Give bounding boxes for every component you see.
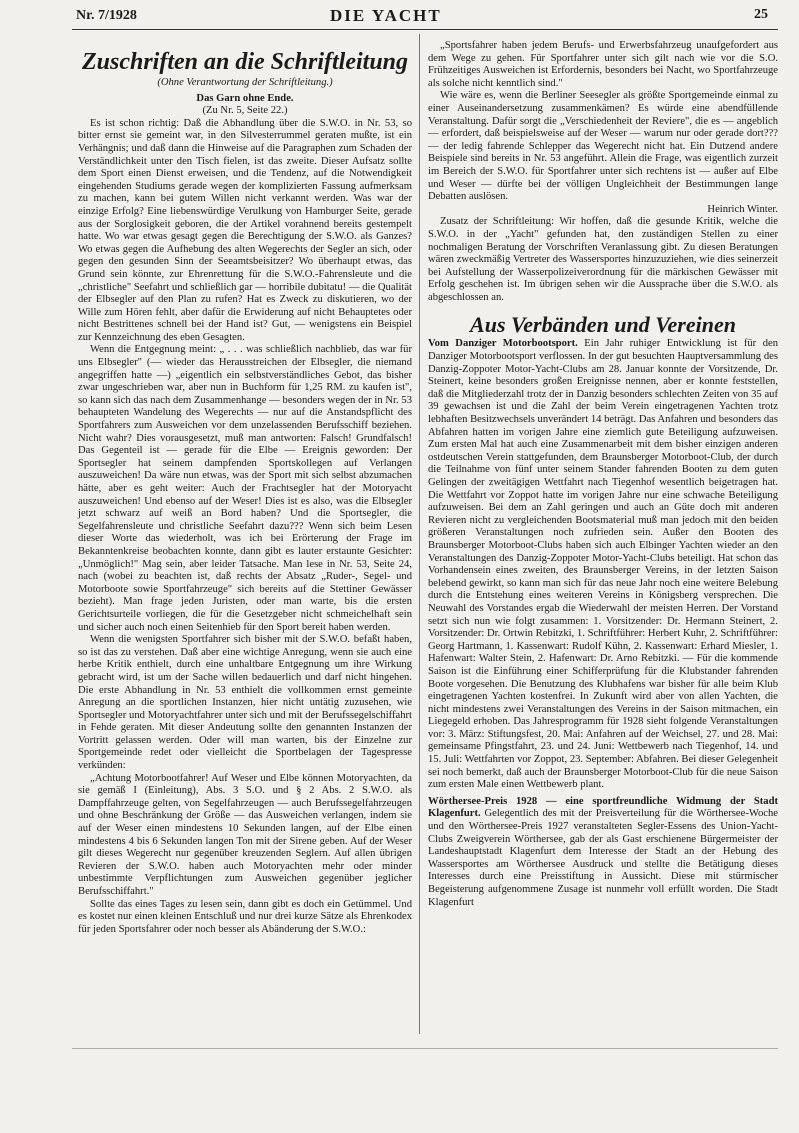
- header-rule: [72, 29, 778, 30]
- article-danzig: [428, 338, 778, 791]
- article-body: Gelegentlich des mit der Preisverteilung für die Wörthersee-Woche und den Wörthersee-Preis 1927 veranstalteten Segler-Essens des Union-Yacht-Clubs Zweigverein Wörthersee, gab der als Gast erschienene Bürgermeister der Landeshauptstadt Klagenfurt dem Interesse der Stadt an der Hebung des Wassersportes am Wörthersee Ausdruck und stellte die Betätigung dieses Interesses durch eine Preisstiftung in Aussicht. Diese mit stürmischer Begeisterung aufgenommene Zusage ist nunmehr voll erfüllt worden. Die Stadt Klagenfurt: [428, 808, 778, 908]
- section-title-letters: Zuschriften an die Schriftleitung: [81, 49, 409, 75]
- article-lead: Vom Danziger Motorbootsport.: [428, 338, 578, 350]
- paragraph: Sollte das eines Tages zu lesen sein, dann gibt es doch ein Getümmel. Und es kostet nur einen kleinen Entschluß und nur drei kurze Sätze als Ehrenkodex für jeden Sportsfahrer oder noch besser als Abänderung der S.W.O.:: [78, 898, 412, 935]
- editor-note: Zusatz der Schriftleitung: Wir hoffen, daß die gesunde Kritik, welche die S.W.O. in der „Yacht" gefunden hat, den zuständigen Stellen zu einer nochmaligen Beratung der Vorschriften Veranlassung gibt. Zu diesen Beratungen wären zweckmäßig Vertreter des Wassersportes hinzuzuziehen, wie dies seinerzeit bei Aufstellung der Wasserpolizeiverordnung für die märkischen Gewässer mit Erfolg geschehen ist. Im übrigen sehen wir die Aussprache über die S.W.O. als abgeschlossen an.: [428, 216, 778, 303]
- article-woerthersee: [428, 796, 778, 909]
- article-reference: (Zu Nr. 5, Seite 22.): [202, 105, 288, 117]
- magazine-title: DIE YACHT: [330, 6, 442, 25]
- article-title: Das Garn ohne Ende.: [196, 92, 294, 104]
- section-title-associations: Aus Verbänden und Vereinen: [470, 312, 736, 338]
- page-number: 25: [754, 7, 768, 22]
- author-signature: Heinrich Winter.: [707, 203, 778, 215]
- section-subtitle: (Ohne Verantwortung der Schriftleitung.): [157, 77, 333, 88]
- paragraph: Es ist schon richtig: Daß die Abhandlung über die S.W.O. in Nr. 53, so bitter ernst sie gemeint war, in den Silvesterrummel geraten mußte, ist ein Verhängnis; und daß dann die Hinweise auf die Paragraphen zum Schaden der Verständlichkeit unter den Tisch fielen, ist das zweite. Dieser Aufsatz sollte dem Sport einen Dienst erweisen, und die Tendenz, auf die Notwendigkeit eingehenden Studiums gerade wegen der komplizierten Fassung aufmerksam zu machen, kann bei gutem Willen nicht verkannt werden. Was war der einzige Erfolg? Eine liebenswürdige Verulkung von Hamburger Seite, gerade aus der Sorglosigkeit geboren, die der Artikel vorahnend bereits gestempelt hatte. Wo war etwas gesagt gegen die Berechtigung der S.W.O. als Ganzes? Wo etwas gegen die Aufhebung des alten Wegerechts der Segler an sich, oder gegen den gesunden Sinn der Seeamtsbeisitzer? Wo überhaupt etwas, das Grund sein könnte, zur Ehrenrettung für die S.W.O.-Fahrensleute und die „christliche" Seefahrt und schließlich gar — horribile dubitatu! — die Qualität der Elbsegler auf den Plan zu rufen? Hat es Zweck zu diskutieren, wo der Wille zum Hören fehlt, aber dafür die Erwiderung auf nicht Behauptetes oder nicht Bestrittenes schnell bei der Hand ist? Gut, — wenigstens ein Beispiel zur Kennzeichnung des eben Gesagten.: [78, 117, 412, 343]
- issue-number: Nr. 7/1928: [76, 8, 137, 23]
- column-divider: [419, 34, 420, 1034]
- left-column: [78, 48, 412, 936]
- article-body: Ein Jahr ruhiger Entwicklung ist für den Danziger Motorbootsport verflossen. In der gut besuchten Hauptversammlung des Danzig-Zoppoter Motor-Yacht-Clubs am 28. Januar konnte der Vorsitzende, Dr. Steinert, keine besonders großen Ereignisse nennen, aber er konnte feststellen, daß die Mitgliederzahl trotz der in Danzig besonders schlechten Zeiten von 35 auf 39 gewachsen ist und die Zahl der beim Verein eingetragenen Yachten trotz lebhaften Besitzwechsels unverändert 14 beträgt. Das Anfahren und besonders das Abfahren hatten im vorigen Jahre eine ziemlich gute Beteiligung aufzuweisen. Zum ersten Mal hat auch eine Zusammenarbeit mit dem bisher einzigen anderen ostdeutschen Verein stattgefunden, dem Braunsberger Motorboot-Club, der durch die Teilnahme von fünf unter seinem Stander fahrenden Booten zu dem guten Gelingen der zweitägigen Wettfahrt nach Tiegenhof wesentlich beigetragen hat. Die Wettfahrt vor Zoppot hatte im vorigen Jahre nur eine schwache Beteiligung aufzuweisen. Bei dem an Zahl geringen und auch an Güte doch mit anderen Revieren nicht zu vergleichenden Bootsmaterial muß man jedoch mit den beiden größeren Veranstaltungen noch zufrieden sein. Außer den Booten des Braunsberger Motorboot-Clubs haben sich auch Elbinger Yachten wieder an den Veranstaltungen des Danzig-Zoppoter Motor-Yacht-Clubs beteiligt. Hat schon das Vorhandensein eines zweiten, des Braunsberger Vereins, in der letzten Saison belebend gewirkt, so kann man sich für das neue Jahr noch eine weitere Belebung durch die Entstehung eines weiteren Vereins in Königsberg versprechen. Die Neuwahl des Vorstandes ergab die Wiederwahl der meisten Herren. Der Vorstand setzt sich nun wie folgt zusammen: 1. Vorsitzender: Dr. Hermann Steinert, 2. Vorsitzender: Dr. Ortwin Rebitzki, 1. Schriftführer: Herbert Kuhr, 2. Schriftführer: Georg Hartmann, 1. Kassenwart: Rudolf Kühn, 2. Kassenwart: Erhard Miesler, 1. Hafenwart: Walter Stein, 2. Hafenwart: Dr. Arno Rebitzki. — Für die kommende Saison ist die Einführung einer Schifferprüfung für die Klubstander fahrenden Boote vorgesehen. Die Benutzung des Klubhafens war bisher für alle beim Klub eingetragenen Yachten kostenfrei. In Zukunft wird aber von allen Yachten, die nicht mindestens zwei Veranstaltungen des Vereins in der Saison mitmachen, ein Liegegeld erhoben. Das Jahresprogramm für 1928 sieht folgende Veranstaltungen vor: 3. März: Stiftungsfest, 20. Mai: Anfahren auf der Weichsel, 27. und 28. Mai: gemeinsame Pfingstfahrt, 23. und 24. Juni: Wettbewerb nach Tiegenhof, 14. und 15. Juli: Wettfahrten vor Zoppot, 23. September: Abfahren. Bei dieser Gelegenheit sei noch bemerkt, daß auch der Braunsberger Motorboot-Club für die neue Saison zum ersten Male einen Wettbewerb plant.: [428, 338, 778, 791]
- paragraph: Wenn die Entgegnung meint: „ . . . was schließlich nachblieb, das war für uns Elbsegler" (— wieder das Herausstreichen der Elbsegler, die niemand angegriffen hatte —) „eigentlich ein selbstverständliches Gebot, das bisher zwar ungeschrieben war, aber nun in Buchform für 1,25 RM. zu kaufen ist", so kann sich das nach dem Zusammenhange — besonders wegen der in Nr. 53 behaupteten Wandelung des Wegerechts — nur auf die Anstandspflicht des Sportfahrers zum Ausweichen vor dem unzelassenden Berufsschiff beziehen. Nicht wahr? Dies vorausgesetzt, muß man antworten: Falsch! Grundfalsch! Das Gegenteil ist — gerade für die Elbe — Ereignis geworden: Der Sportsegler hat seinem dampfenden Sportskollegen auf Verlangen auszuweichen! Da wäre nun etwas, was der Sport mit sich selbst abzumachen hätte, aber es geht weiter: Auch der Frachtsegler hat der Motoryacht auszuweichen! Und ebenso auf der Weser! Dies ist es also, was die Elbsegler jetzt schwarz auf weiß an Bord haben? Und die Sportsegler, die Segelfahrensleute und christliche Seefahrt dazu??? Wenn sich beim Lesen dieser Worte das wiederholt, was ich bei Erörterung der Frage im Bekanntenkreise beobachten konnte, dann gibt es lauter erstaunte Gesichter: „Unmöglich!" Mag sein, aber leider Tatsache. Man lese in Nr. 53, Seite 24, nach (wobei zu beachten ist, daß rechts der Absatz „Ruder-, Segel- und Motorboote sowie Sportfahrzeuge" sich bereits auf die Stettiner Gewässer bezieht). Man frage jeden Juristen, oder man warte, bis die ersten Gerichtsurteile vorliegen, die für die Gesetzgeber nicht schmeichelhaft sein und sicher auch noch einen Seitenhieb für den Sport bereit haben werden.: [78, 344, 412, 633]
- paragraph: Wenn die wenigsten Sportfahrer sich bisher mit der S.W.O. befaßt haben, so ist das zu verstehen. Daß aber eine wichtige Anregung, wenn sie auch eine herbe Kritik enthielt, durch eine unhaltbare Entgegnung um ihre Wirkung gebracht wird, ist um der Sache willen bedauerlich und darf nicht hingehen. Die erste Abhandlung in Nr. 53 enthielt die vollkommen ernst gemeinte Anregung an die sportlichen Instanzen, hier nicht untätig zuzusehen, wie Sportsegler und Motoryachtfahrer unter sich und mit der Berufssegelschiffahrt in Fehde geraten. Mit dieser Andeutung sollte den genannten Instanzen der Vortritt gelassen werden. Oder will man warten, bis der Einzelne zur Sportgemeinde redet oder vielleicht die Sportbelagen der Tagespresse verkünden:: [78, 634, 412, 772]
- footer-rule: [72, 1048, 778, 1049]
- article-lead: Wörthersee-Preis 1928 — eine sportfreundliche Widmung der Stadt Klagenfurt.: [428, 795, 778, 820]
- quoted-paragraph: „Achtung Motorbootfahrer! Auf Weser und Elbe können Motoryachten, da sie gemäß I (Einleitung), Abs. 3 S.O. und § 2 Abs. 2 S.W.O. als Dampffahrzeuge gelten, von Segelfahrzeugen — auch Berufssegelfahrzeugen und ohne Beschränkung der Größe — das Ausweichen verlangen, indem sie auf der Weser einen mindestens 10 Sekunden langen, auf der Elbe einen mindestens 4 bis 6 Sekunden langen Ton mit der Sirene geben. Auf der Weser gilt dieses Wegerecht nur gegenüber kreuzenden Seglern. Auf allen übrigen Revieren der S.W.O. haben auch Motoryachten mehr oder minder unbestimmte Verpflichtungen zum Ausweichen gegenüber jeglicher Berufsschiffahrt.": [78, 772, 412, 897]
- paragraph: Wie wäre es, wenn die Berliner Seesegler als größte Sportgemeinde einmal zu einer Auseinandersetzung zusammenkämen? Es würde eine abendfüllende Veranstaltung. Dafür sorgt die „Verschiedenheit der Reviere", die es — angeblich — erfordert, daß beispielsweise auf der Weser — warum nur oder gerade dort??? — der ledig fahrende Schlepper das Wegerecht nicht hat. Ein Dutzend andere Beispiele sind bereits in Nr. 53 angeführt. Allein die Frage, was eigentlich zurzeit im Bereich der S.W.O. für Sportfahrer unter sich rechtens ist — außer auf Elbe und Weser — dürfte bei der völligen Ungleichheit der Bestimmungen lange Debatten auslösen.: [428, 90, 778, 203]
- right-column: [428, 40, 778, 909]
- quoted-paragraph: „Sportsfahrer haben jedem Berufs- und Erwerbsfahrzeug unaufgefordert aus dem Wege zu gehen. Für Sportfahrer unter sich gilt nach wie vor die S.O. Frühzeitiges Ausweichen ist Erfordernis, besonders bei Nacht, wo Sportfahrzeuge als solche nicht kenntlich sind.": [428, 40, 778, 89]
